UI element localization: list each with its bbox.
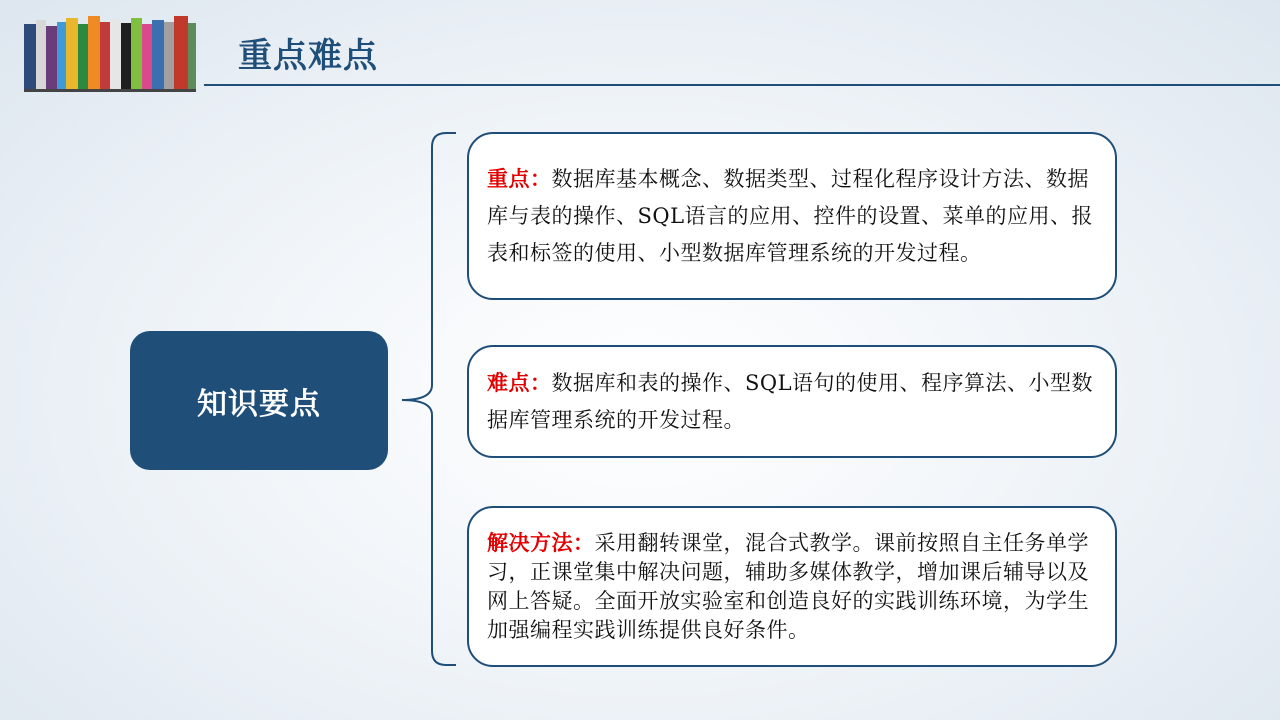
key-points-label: 重点： [487,166,552,191]
difficult-points-text [487,364,1101,439]
difficult-points-card [467,345,1117,458]
books-icon [24,14,196,92]
brace-icon [400,130,460,670]
solution-text [487,528,1101,645]
page-title: 重点难点 [238,36,378,76]
title-divider [204,84,1280,86]
difficult-points-label: 难点： [487,370,552,395]
key-points-card [467,132,1117,300]
center-node-label: 知识要点 [197,386,321,422]
key-points-text [487,160,1101,272]
difficult-points-body: 数据库和表的操作、SQL语句的使用、程序算法、小型数据库管理系统的开发过程。 [487,371,1094,432]
solution-card [467,506,1117,667]
solution-label: 解决方法： [487,530,595,555]
solution-body: 采用翻转课堂，混合式教学。课前按照自主任务单学习，正课堂集中解决问题，辅助多媒体教学，增加课后辅导以及网上答疑。全面开放实验室和创造良好的实践训练环境，为学生加强编程实践训练提供良好条件。 [487,531,1089,642]
key-points-body: 数据库基本概念、数据类型、过程化程序设计方法、数据库与表的操作、SQL语言的应用、控件的设置、菜单的应用、报表和标签的使用、小型数据库管理系统的开发过程。 [487,167,1094,265]
center-node [130,331,388,470]
